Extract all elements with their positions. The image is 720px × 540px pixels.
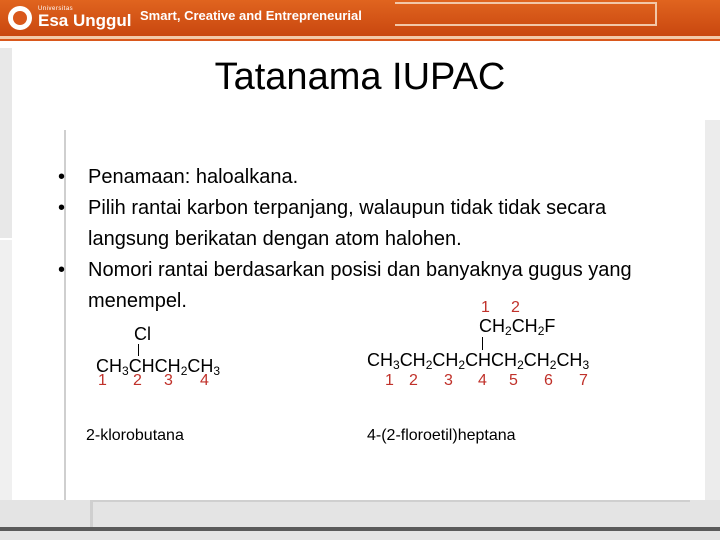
carbon-number: 1 (98, 372, 107, 389)
bullet-dot: • (58, 259, 66, 281)
carbon-number: 5 (509, 372, 518, 389)
brand-tagline: Smart, Creative and Entrepreneurial (140, 8, 362, 23)
bullet-item (58, 255, 658, 317)
frame-bottom-inner-line (90, 500, 690, 528)
header-divider-gap (0, 41, 720, 48)
molecule-1-name: 2-klorobutana (86, 427, 184, 444)
molecule-1-chain: $CH_3CHCH_2CH_3$ (96, 356, 221, 378)
header-divider (0, 36, 720, 39)
bullet-text: Penamaan: haloalkana. (88, 166, 299, 188)
frame-left-bottom (0, 240, 12, 510)
molecule-2-chain: $CH_3CH_2CH_2CHCH_2CH_2CH_3$ (367, 350, 590, 372)
bullet-item (58, 193, 658, 255)
chlorine-substituent: Cl (134, 324, 151, 344)
carbon-number: 2 (409, 372, 418, 389)
carbon-number: 4 (478, 372, 487, 389)
carbon-number: 2 (133, 372, 142, 389)
carbon-number: 1 (385, 372, 394, 389)
bullet-list (58, 162, 658, 317)
bullet-text: Pilih rantai karbon terpanjang, walaupun tidak tidak secara langsung berikatan dengan atom halohen. (88, 197, 607, 250)
carbon-number: 4 (200, 372, 209, 389)
molecule-2-branch: $CH_2CH_2F$ (479, 316, 556, 338)
substituent-bond (138, 344, 139, 356)
carbon-number: 3 (444, 372, 453, 389)
frame-bottom-dark-line (0, 527, 720, 531)
bullet-text: Nomori rantai berdasarkan posisi dan banyaknya gugus yang menempel. (88, 259, 632, 312)
branch-number: 1 (481, 299, 490, 316)
bullet-dot: • (58, 197, 66, 219)
carbon-number: 6 (544, 372, 553, 389)
bullet-item (58, 162, 658, 193)
carbon-number: 3 (164, 372, 173, 389)
branch-number: 2 (511, 299, 520, 316)
carbon-number: 7 (579, 372, 588, 389)
brand-prefix: Universitas (38, 6, 74, 12)
header-bar (0, 0, 720, 48)
branch-bond (482, 337, 483, 350)
slide-title: Tatanama IUPAC (214, 56, 506, 98)
molecule-2-name: 4-(2-floroetil)heptana (367, 427, 516, 444)
university-logo-icon (8, 6, 32, 30)
header-decorative-box (395, 2, 657, 26)
brand-name: Esa Unggul (38, 11, 132, 30)
bullet-dot: • (58, 166, 66, 188)
